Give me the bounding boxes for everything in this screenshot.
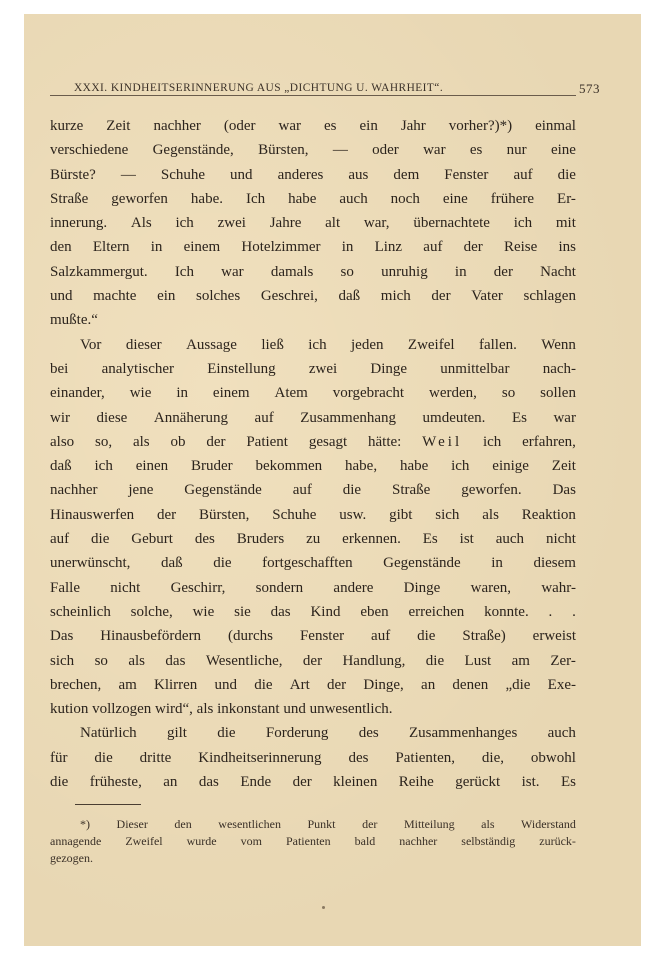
header-rule <box>50 95 576 96</box>
footnote-line: annagende Zweifel wurde vom Patienten bald nachher selbständig zurück- <box>50 834 576 849</box>
body-text-line: Hinauswerfen der Bürsten, Schuhe usw. gibt sich als Reaktion <box>50 506 576 523</box>
body-text-line: den Eltern in einem Hotelzimmer in Linz auf der Reise ins <box>50 239 576 256</box>
body-text-line: mußte.“ <box>50 312 98 329</box>
body-text-line: einander, wie in einem Atem vorgebracht werden, so sollen <box>50 385 576 402</box>
footnote-rule <box>75 804 141 805</box>
body-text-line: unerwünscht, daß die fortgeschafften Gegenstände in diesem <box>50 555 576 572</box>
body-text-line: also so, als ob der Patient gesagt hätte: Weil ich erfahren, <box>50 430 576 454</box>
body-text-line: bei analytischer Einstellung zwei Dinge unmittelbar nach- <box>50 360 576 377</box>
body-text-line: Vor dieser Aussage ließ ich jeden Zweifel fallen. Wenn <box>80 336 576 353</box>
body-text-line: nachher jene Gegenstände auf die Straße geworfen. Das <box>50 482 576 499</box>
running-head <box>74 82 600 94</box>
body-text-line: Salzkammergut. Ich war damals so unruhig in der Nacht <box>50 263 576 280</box>
body-text-line: Das Hinausbefördern (durchs Fenster auf die Straße) erweist <box>50 628 576 645</box>
footnote-line: gezogen. <box>50 851 93 866</box>
body-text-line: scheinlich solche, wie sie das Kind eben erreichen konnte. . . <box>50 603 576 620</box>
body-text-line: für die dritte Kindheitserinnerung des Patienten, die, obwohl <box>50 749 576 766</box>
body-text-line: Falle nicht Geschirr, sondern andere Dinge waren, wahr- <box>50 579 576 596</box>
body-text-line: die früheste, an das Ende der kleinen Reihe gerückt ist. Es <box>50 774 576 791</box>
body-text-line: kution vollzogen wird“, als inkonstant und unwesentlich. <box>50 701 393 718</box>
body-text-line: und machte ein solches Geschrei, daß mich der Vater schlagen <box>50 288 576 305</box>
body-text-line: innerung. Als ich zwei Jahre alt war, übernachtete ich mit <box>50 215 576 232</box>
page-number: 573 <box>579 81 600 96</box>
running-head-title: XXXI. KINDHEITSERINNERUNG AUS „DICHTUNG U. WAHRHEIT“. <box>74 82 444 94</box>
body-text-line: Straße geworfen habe. Ich habe auch noch eine frühere Er- <box>50 190 576 207</box>
body-text-line: Natürlich gilt die Forderung des Zusammenhanges auch <box>80 725 576 742</box>
emphasized-word: Weil <box>422 433 463 450</box>
footnote-line: *) Dieser den wesentlichen Punkt der Mitteilung als Widerstand <box>80 817 576 831</box>
footnote <box>50 816 576 868</box>
body-text-line: sich so als das Wesentliche, der Handlung, die Lust am Zer- <box>50 652 576 669</box>
body-text-line: verschiedene Gegenstände, Bürsten, — oder war es nur eine <box>50 142 576 159</box>
paper-speck <box>322 906 325 909</box>
body-text-line: Bürste? — Schuhe und anderes aus dem Fenster auf die <box>50 166 576 183</box>
body-text-line: daß ich einen Bruder bekommen habe, habe ich einige Zeit <box>50 458 576 475</box>
body-text-line: brechen, am Klirren und die Art der Dinge, an denen „die Exe- <box>50 676 576 693</box>
body-text-line: kurze Zeit nachher (oder war es ein Jahr vorher?)*) einmal <box>50 118 576 134</box>
body-text-line: wir diese Annäherung auf Zusammenhang umdeuten. Es war <box>50 409 576 426</box>
body-text <box>50 114 576 794</box>
body-text-line: auf die Geburt des Bruders zu erkennen. Es ist auch nicht <box>50 531 576 548</box>
